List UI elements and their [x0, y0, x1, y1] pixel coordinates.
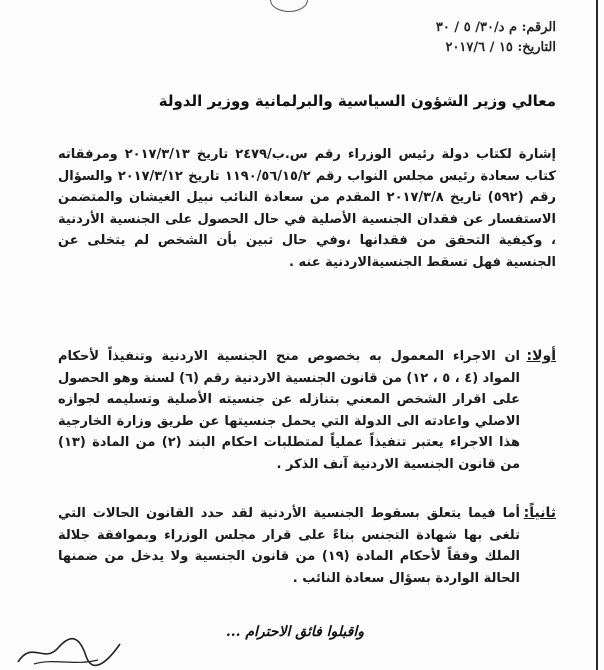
section-first	[58, 346, 556, 475]
emblem-icon	[270, 0, 308, 12]
signature-mark	[14, 634, 124, 668]
addressee-title: معالي وزير الشؤون السياسية والبرلمانية ووزير الدولة	[158, 92, 556, 110]
section-text: ان الاجراء المعمول به بخصوص منح الجنسية الاردنية وتنفيذاً لأحكام المواد (٤ ، ٥ ، ١٢) من قانون الجنسية الاردنية رقم (٦) لسنة وهو الحصول على اقرار الشخص المعني بتنازله عن جنسيته الأصلية وتسليمه لجوازه الاصلي واعادته الى الدولة التي يحمل جنسيتها عن طريق وزارة الخارجية هذا الاجراء يعتبر تنفيذاً عملياً لمتطلبات احكام البند (٢) من المادة (١٣) من قانون الجنسية الاردنية آنف الذكر .	[58, 349, 520, 472]
page-edge-line	[596, 0, 598, 670]
closing-line: واقبلوا فائق الاحترام ...	[225, 624, 364, 640]
section-second	[58, 503, 556, 589]
section-text: أما فيما يتعلق بسقوط الجنسية الأردنية لقد حدد القانون الحالات التي تلغى بها شهادة التجنس بناءً على قرار مجلس الوزراء وبموافقة جلالة الملك وفقاً لأحكام المادة (١٩) من قانون الجنسية ولا يدخل من ضمنها الحالة الواردة بسؤال سعادة النائب .	[58, 506, 521, 586]
reference-block	[436, 18, 556, 58]
reference-date: التاريخ: ١٥ / ٢٠١٧/٦	[445, 40, 556, 55]
section-label: ثانياً:	[523, 505, 556, 521]
section-label: أولا:	[526, 348, 556, 364]
reference-number: الرقم: م د/٣٠/ ٥ / ٣٠	[435, 20, 556, 35]
intro-paragraph: إشارة لكتاب دولة رئيس الوزراء رقم س.ب/٢٤٧٩ تاريخ ٢٠١٧/٣/١٣ ومرفقاته كتاب سعادة رئيس مجلس النواب رقم ١١٩٠/٥٦/١٥/٢ تاريخ ٢٠١٧/٣/١٢ والسؤال رقم (٥٩٢) تاريخ ٢٠١٧/٣/٨ المقدم من سعادة النائب نبيل الغيشان والمتضمن الاستفسار عن فقدان الجنسية الأصلية في حال الحصول على الجنسية الأردنية ، وكيفية التحقق من فقدانها ،وفي حال تبين بأن الشخص لم يتخلى عن الجنسية فهل تسقط الجنسيةالاردنية عنه .	[58, 147, 556, 270]
